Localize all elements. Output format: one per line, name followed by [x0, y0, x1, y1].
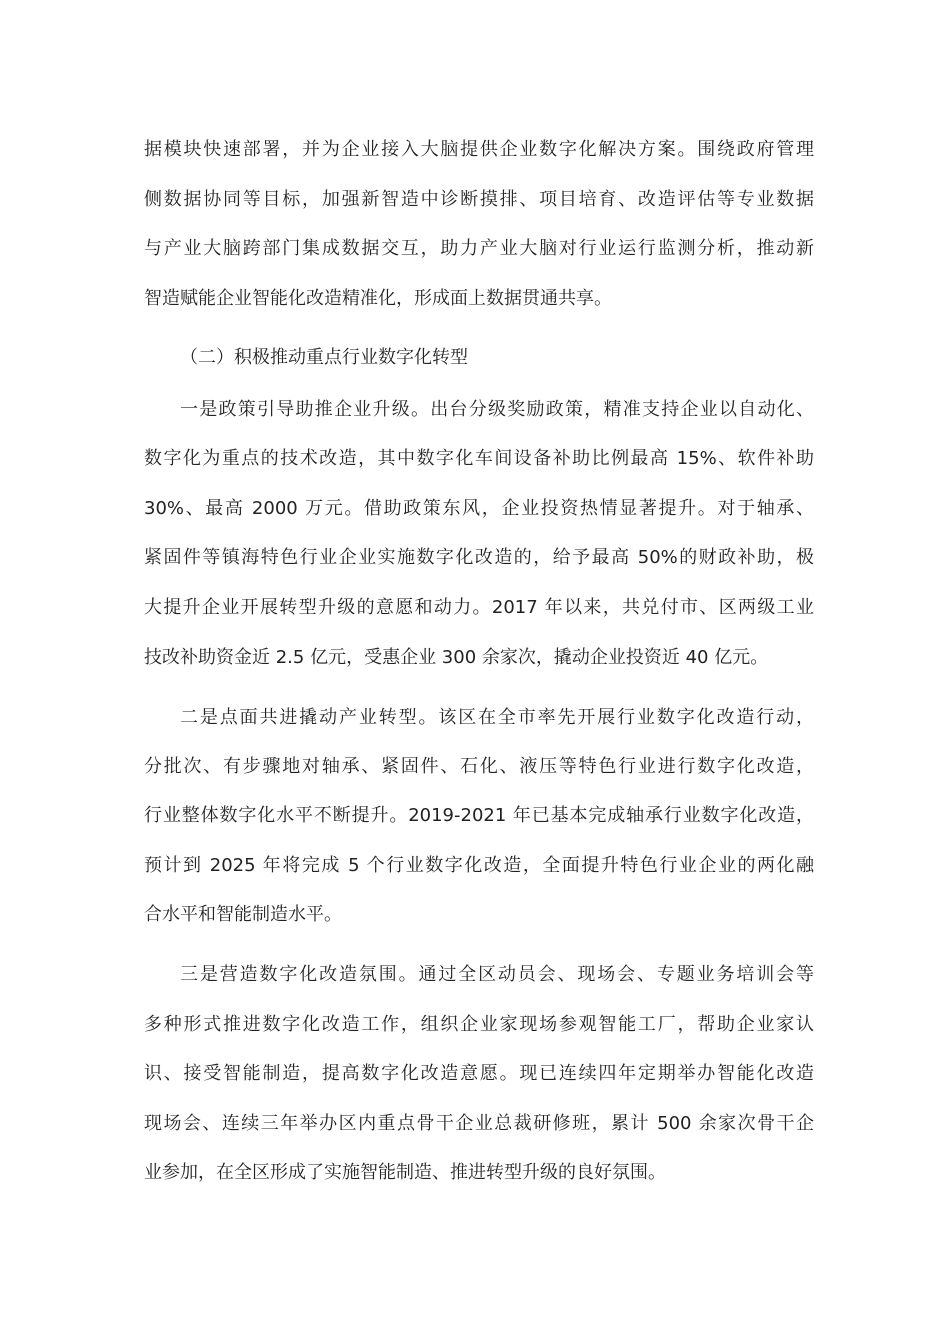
paragraph-3-line-3: 行业整体数字化水平不断提升。2019-2021 年已基本完成轴承行业数字化改造，: [144, 805, 814, 826]
paragraph-3-line-5: 合水平和智能制造水平。: [144, 904, 342, 925]
paragraph-2-line-2: 数字化为重点的技术改造，其中数字化车间设备补助比例最高 15%、软件补助: [144, 448, 814, 469]
paragraph-3-line-4: 预计到 2025 年将完成 5 个行业数字化改造，全面提升特色行业企业的两化融: [144, 855, 814, 876]
paragraph-4-line-4: 现场会、连续三年举办区内重点骨干企业总裁研修班，累计 500 余家次骨干企: [144, 1113, 814, 1134]
paragraph-4-line-2: 多种形式推进数字化改造工作，组织企业家现场参观智能工厂，帮助企业家认: [144, 1014, 814, 1035]
section-heading: （二）积极推动重点行业数字化转型: [180, 347, 468, 368]
paragraph-3-line-1: 二是点面共进撬动产业转型。该区在全市率先开展行业数字化改造行动，: [180, 707, 814, 728]
paragraph-2-line-1: 一是政策引导助推企业升级。出台分级奖励政策，精准支持企业以自动化、: [180, 399, 814, 420]
paragraph-2-line-3: 30%、最高 2000 万元。借助政策东风，企业投资热情显著提升。对于轴承、: [144, 498, 814, 519]
paragraph-2-line-6: 技改补助资金近 2.5 亿元，受惠企业 300 余家次，撬动企业投资近 40 亿元。: [144, 647, 769, 668]
paragraph-1-line-2: 侧数据协同等目标，加强新智造中诊断摸排、项目培育、改造评估等专业数据: [144, 189, 814, 210]
paragraph-4-line-5: 业参加，在全区形成了实施智能制造、推进转型升级的良好氛围。: [144, 1162, 666, 1183]
paragraph-4-line-1: 三是营造数字化改造氛围。通过全区动员会、现场会、专题业务培训会等: [180, 964, 814, 985]
paragraph-2-line-5: 大提升企业开展转型升级的意愿和动力。2017 年以来，共兑付市、区两级工业: [144, 597, 814, 618]
paragraph-2-line-4: 紧固件等镇海特色行业企业实施数字化改造的，给予最高 50%的财政补助，极: [144, 547, 814, 568]
paragraph-1-line-4: 智造赋能企业智能化改造精准化，形成面上数据贯通共享。: [144, 288, 612, 309]
paragraph-1-line-1: 据模块快速部署，并为企业接入大脑提供企业数字化解决方案。围绕政府管理: [144, 139, 814, 160]
paragraph-4-line-3: 识、接受智能制造，提高数字化改造意愿。现已连续四年定期举办智能化改造: [144, 1063, 814, 1084]
paragraph-3-line-2: 分批次、有步骤地对轴承、紧固件、石化、液压等特色行业进行数字化改造，: [144, 756, 814, 777]
paragraph-1-line-3: 与产业大脑跨部门集成数据交互，助力产业大脑对行业运行监测分析，推动新: [144, 238, 814, 259]
